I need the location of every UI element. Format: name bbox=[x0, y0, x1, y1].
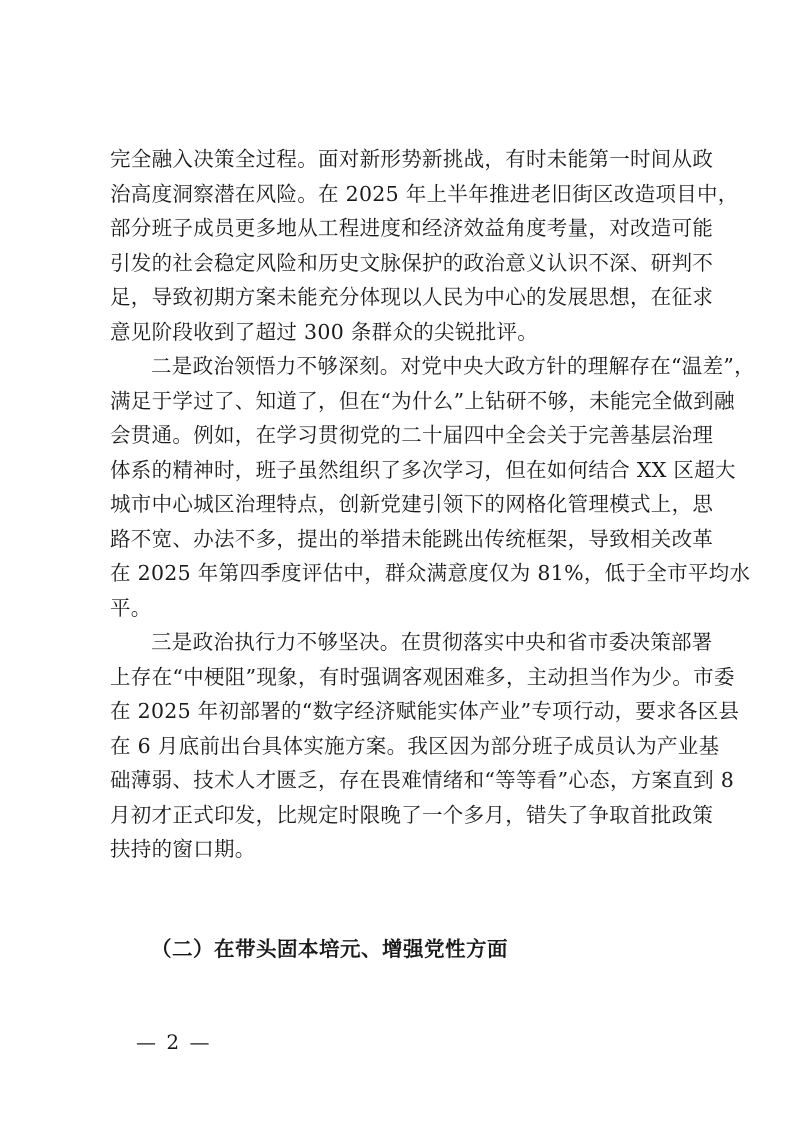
paragraph-line: 扶持的窗口期。 bbox=[110, 837, 256, 861]
paragraph-line: 足，导致初期方案未能充分体现以人民为中心的发展思想，在征求 bbox=[110, 285, 714, 309]
paragraph-line: 础薄弱、技术人才匮乏，存在畏难情绪和“等等看”心态，方案直到 8 bbox=[110, 768, 735, 792]
paragraph-line: 平。 bbox=[110, 595, 152, 620]
paragraph-line: 完全融入决策全过程。面对新形势新挑战，有时未能第一时间从政 bbox=[110, 147, 714, 171]
paragraph-line: 在 6 月底前出台具体实施方案。我区因为部分班子成员认为产业基 bbox=[110, 733, 720, 758]
paragraph-line: 在 2025 年第四季度评估中，群众满意度仅为 81%，低于全市平均水 bbox=[110, 561, 751, 585]
paragraph-line: 治高度洞察潜在风险。在 2025 年上半年推进老旧街区改造项目中， bbox=[110, 181, 739, 206]
paragraph-line: 会贯通。例如，在学习贯彻党的二十届四中全会关于完善基层治理 bbox=[110, 423, 714, 447]
paragraph-2 bbox=[110, 349, 755, 625]
paragraph-line: 月初才正式印发，比规定时限晚了一个多月，错失了争取首批政策 bbox=[110, 802, 714, 827]
paragraph-3 bbox=[110, 625, 740, 867]
paragraph-line: 意见阶段收到了超过 300 条群众的尖锐批评。 bbox=[110, 319, 539, 344]
paragraph-line: 三是政治执行力不够坚决。在贯彻落实中央和省市委决策部署 bbox=[151, 630, 713, 654]
paragraph-line: 在 2025 年初部署的“数字经济赋能实体产业”专项行动，要求各区县 bbox=[110, 699, 740, 723]
paragraph-line: 路不宽、办法不多，提出的举措未能跳出传统框架，导致相关改革 bbox=[110, 526, 714, 551]
page-number: — 2 — bbox=[136, 1030, 212, 1054]
paragraph-line: 部分班子成员更多地从工程进度和经济效益角度考量，对改造可能 bbox=[110, 216, 714, 240]
paragraph-1 bbox=[110, 142, 739, 349]
paragraph-line: 二是政治领悟力不够深刻。对党中央大政方针的理解存在“温差”， bbox=[151, 354, 755, 378]
section-heading: （二）在带头固本培元、增强党性方面 bbox=[151, 937, 508, 961]
paragraph-line: 城市中心城区治理特点，创新党建引领下的网格化管理模式上，思 bbox=[110, 492, 714, 516]
paragraph-line: 引发的社会稳定风险和历史文脉保护的政治意义认识不深、研判不 bbox=[110, 250, 714, 275]
paragraph-line: 体系的精神时，班子虽然组织了多次学习，但在如何结合 XX 区超大 bbox=[110, 457, 736, 482]
paragraph-line: 满足于学过了、知道了，但在“为什么”上钻研不够，未能完全做到融 bbox=[110, 388, 735, 413]
paragraph-line: 上存在“中梗阻”现象，有时强调客观困难多，主动担当作为少。市委 bbox=[110, 664, 735, 689]
body-text bbox=[110, 142, 755, 867]
